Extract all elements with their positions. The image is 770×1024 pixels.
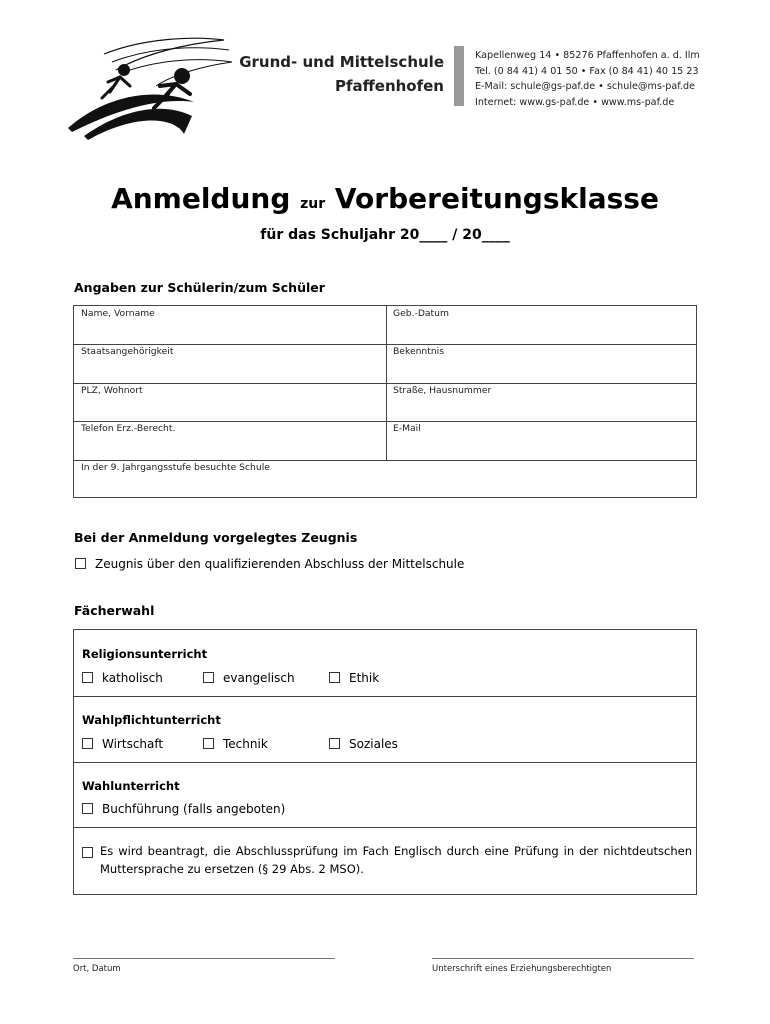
checkbox[interactable] <box>82 803 93 814</box>
street-field[interactable]: Straße, Hausnummer <box>393 385 492 396</box>
checkbox[interactable] <box>75 558 86 569</box>
address: Kapellenweg 14 • 85276 Pfaffenhofen a. d. Ilm <box>475 50 700 61</box>
signature-label: Unterschrift eines Erziehungsberechtigten <box>432 964 612 974</box>
optional-heading: Wahlunterricht <box>82 779 180 793</box>
certificate-section-heading: Bei der Anmeldung vorgelegtes Zeugnis <box>74 530 358 545</box>
checkbox[interactable] <box>329 738 340 749</box>
option-evangelisch[interactable] <box>203 671 295 685</box>
english-replacement-text: Es wird beantragt, die Abschlussprüfung im Fach Englisch durch eine Prüfung in der nichtdeutschen Muttersprache zu ersetzen (§ 29 Abs. 2 MSO). <box>100 844 692 876</box>
checkbox[interactable] <box>203 672 214 683</box>
subject-choice-table <box>73 629 697 895</box>
option-label: Ethik <box>349 671 380 685</box>
place-date-line[interactable] <box>73 958 335 959</box>
websites: Internet: www.gs-paf.de • www.ms-paf.de <box>475 96 675 108</box>
student-info-table <box>73 305 697 498</box>
option-wirtschaft[interactable] <box>82 737 163 751</box>
option-label: evangelisch <box>223 671 295 685</box>
previous-school-field[interactable]: In der 9. Jahrgangsstufe besuchte Schule <box>81 462 270 473</box>
email-addresses: E-Mail: schule@gs-paf.de • schule@ms-paf.de <box>475 81 695 92</box>
certificate-option-label: Zeugnis über den qualifizierenden Abschluss der Mittelschule <box>95 557 465 571</box>
place-date-label: Ort, Datum <box>73 964 121 974</box>
checkbox[interactable] <box>82 672 93 683</box>
page-title <box>0 182 770 215</box>
subjects-section-heading: Fächerwahl <box>74 603 155 618</box>
phone-fax: Tel. (0 84 41) 4 01 50 • Fax (0 84 41) 40 15 23 <box>475 65 699 77</box>
option-ethik[interactable] <box>329 671 379 685</box>
option-label: Buchführung (falls angeboten) <box>102 802 286 816</box>
option-label: katholisch <box>102 671 163 685</box>
checkbox[interactable] <box>82 738 93 749</box>
guardian-phone-field[interactable]: Telefon Erz.-Berecht. <box>81 423 176 434</box>
dob-field[interactable]: Geb.-Datum <box>393 308 449 319</box>
option-buchfuehrung[interactable] <box>82 802 285 816</box>
table-divider <box>74 696 696 697</box>
header-divider <box>454 46 464 106</box>
title-word-vorbereitungsklasse: Vorbereitungsklasse <box>334 182 659 215</box>
option-katholisch[interactable] <box>82 671 163 685</box>
contact-block <box>475 48 715 110</box>
option-soziales[interactable] <box>329 737 398 751</box>
religion-field[interactable]: Bekenntnis <box>393 346 445 357</box>
school-logo <box>64 36 234 146</box>
checkbox[interactable] <box>329 672 340 683</box>
elective-heading: Wahlpflichtunterricht <box>82 713 221 727</box>
option-label: Wirtschaft <box>102 737 164 751</box>
zip-city-field[interactable]: PLZ, Wohnort <box>81 385 143 396</box>
table-divider <box>74 762 696 763</box>
english-replacement-checkbox[interactable] <box>82 847 93 858</box>
name-field[interactable]: Name, Vorname <box>81 308 155 319</box>
school-name-line1: Grund- und Mittelschule <box>239 53 444 71</box>
student-section-heading: Angaben zur Schülerin/zum Schüler <box>74 280 325 295</box>
option-label: Technik <box>223 737 268 751</box>
option-technik[interactable] <box>203 737 268 751</box>
school-name-line2: Pfaffenhofen <box>334 77 444 95</box>
title-word-anmeldung: Anmeldung <box>111 182 291 215</box>
school-name <box>222 50 444 98</box>
email-field[interactable]: E-Mail <box>393 423 421 434</box>
religion-heading: Religionsunterricht <box>82 647 208 661</box>
title-word-zur: zur <box>300 196 326 212</box>
option-label: Soziales <box>349 737 398 751</box>
table-divider <box>74 827 696 828</box>
certificate-option[interactable] <box>75 557 464 571</box>
school-year-line: für das Schuljahr 20____ / 20____ <box>260 227 510 243</box>
nationality-field[interactable]: Staatsangehörigkeit <box>81 346 174 357</box>
checkbox[interactable] <box>203 738 214 749</box>
signature-line[interactable] <box>432 958 694 959</box>
